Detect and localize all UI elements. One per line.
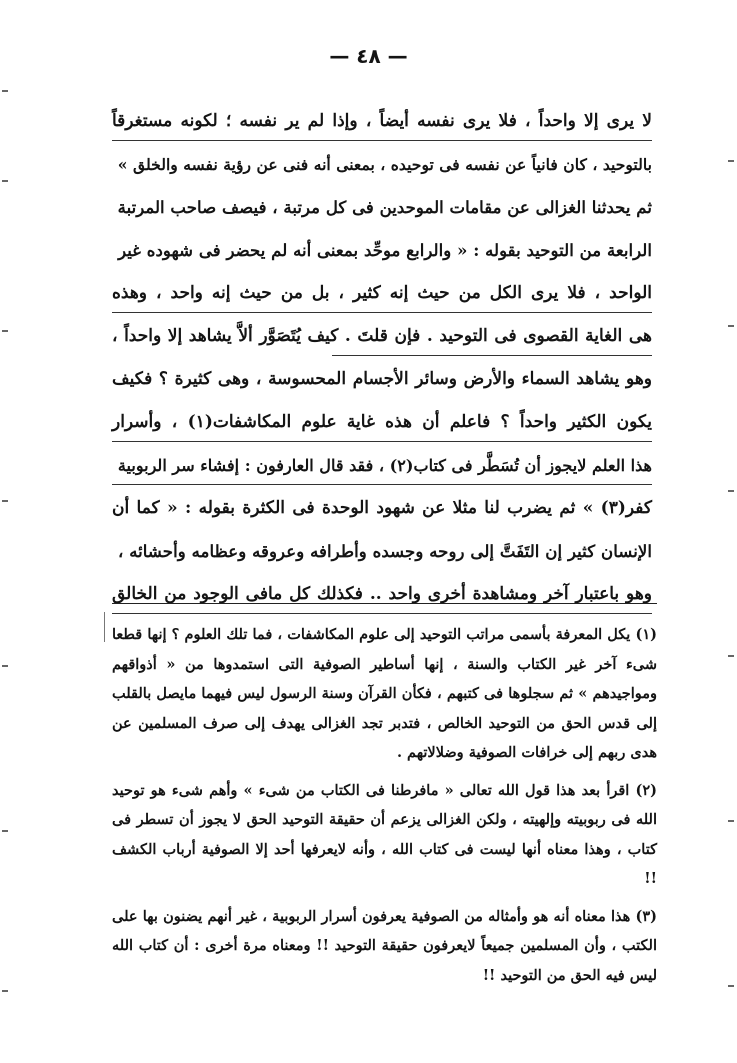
footnote-2: (٢) اقرأ بعد هذا قول الله تعالى « مافرطنا فى الكتاب من شىء » وأهم شىء هو توحيد الله فى ربوبيته وإلهيته ، ولكن الغزالى يزعم أن حقيقة التوحيد الحق لا يجوز أن تسطر فى كتاب ، وهذا معناه أنها ليست فى كتاب الله ، وأنه لايعرفها أحد إلا الصوفية أرباب الكشف !! (112, 781, 657, 887)
footnote-1: (١) يكل المعرفة بأسمى مراتب التوحيد إلى علوم المكاشفات ، فما تلك العلوم ؟ إنها قطعا شىء آخر غير الكتاب والسنة ، إنها أساطير الصوفية التى استمدوها من « أذواقهم ومواجيدهم » ثم سجلوها فى كتبهم ، فكأن القرآن وسنة الرسول ليس فيهما مايصل بالقلب إلى قدس الحق من التوحيد الخالص ، فتدبر تجد الغزالى يهدف إلى صرف المسلمين عن هدى ربهم إلى خرافات الصوفية وضلالاتهم . (112, 626, 657, 761)
margin-mark (2, 90, 8, 92)
text-line: وهو يشاهد السماء والأرض وسائر الأجسام المحسوسة ، وهى كثيرة ؟ فكيف (112, 369, 652, 389)
text-line: الإنسان كثير إن التَفَتَّ إلى روحه وجسده وأطرافه وعروقه وعظامه وأحشائه ، (118, 541, 652, 561)
footnotes (112, 620, 657, 998)
text-line: لا يرى إلا واحداً ، فلا يرى نفسه أيضاً ، وإذا لم ير نفسه ؛ لكونه مستغرقاً (112, 100, 652, 143)
text-line: هى الغاية القصوى فى التوحيد . فإن قلتَ . كيف يُتَصَوَّر ألاَّ يشاهد إلا واحداً ، (112, 315, 652, 358)
text-line: بالتوحيد ، كان فانياً عن نفسه فى توحيده ، بمعنى أنه فنى عن رؤية نفسه والخلق » (117, 155, 652, 174)
margin-mark (728, 160, 734, 162)
footnote-divider (112, 603, 657, 604)
margin-mark (2, 830, 8, 832)
margin-mark (2, 180, 8, 182)
footnote-3: (٣) هذا معناه أنه هو وأمثاله من الصوفية يعرفون أسرار الربوبية ، غير أنهم يضنون بها على الكتب ، وأن المسلمين جميعاً لايعرفون حقيقة التوحيد !! ومعناه مرة أخرى : أن كتاب الله ليس فيه الحق من التوحيد !! (112, 907, 657, 984)
text-line: الواحد ، فلا يرى الكل من حيث إنه كثير ، بل من حيث إنه واحد ، وهذه (112, 272, 652, 315)
text-line: الرابعة من التوحيد بقوله : « والرابع موحِّد بمعنى أنه لم يحضر فى شهوده غير (118, 240, 652, 260)
text-line: كفر(٣) » ثم يضرب لنا مثلا عن شهود الوحدة فى الكثرة بقوله : « كما أن (112, 498, 652, 518)
text-line: هذا العلم لايجوز أن تُسَطَّر فى كتاب(٢) ، فقد قال العارفون : إفشاء سر الربوبية (112, 444, 652, 487)
margin-mark (728, 985, 734, 987)
margin-mark (2, 330, 8, 332)
main-text (112, 100, 652, 616)
text-line: يكون الكثير واحداً ؟ فاعلم أن هذه غاية علوم المكاشفات(١) ، وأسرار (112, 401, 652, 444)
text-line: ثم يحدثنا الغزالى عن مقامات الموحدين فى كل مرتبة ، فيصف صاحب المرتبة (117, 197, 652, 217)
margin-mark (2, 990, 8, 992)
margin-mark (2, 500, 8, 502)
margin-mark (728, 490, 734, 492)
margin-mark (728, 820, 734, 822)
margin-bar (104, 612, 105, 642)
text-line: وهو باعتبار آخر ومشاهدة أخرى واحد .. فكذلك كل مافى الوجود من الخالق (112, 573, 652, 616)
page-number: — ٤٨ — (329, 44, 408, 68)
margin-mark (2, 665, 8, 667)
margin-mark (728, 655, 734, 657)
margin-mark (728, 325, 734, 327)
